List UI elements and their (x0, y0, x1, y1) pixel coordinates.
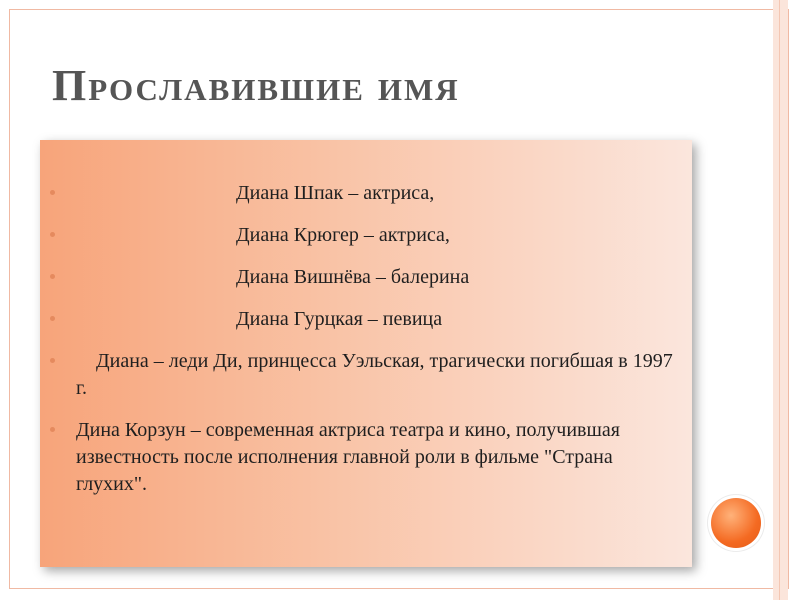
bullet-text (50, 348, 680, 402)
bullet-item (50, 348, 680, 402)
bullet-list (50, 180, 680, 513)
bullet-item (50, 417, 680, 498)
slide-title: Прославившие имя (52, 61, 460, 110)
bullet-item (50, 264, 680, 291)
orange-circle-decoration (711, 498, 761, 548)
bullet-item (50, 306, 680, 333)
bullet-dot-icon (50, 190, 55, 195)
bullet-item (50, 180, 680, 207)
bullet-item (50, 222, 680, 249)
bullet-text: Диана Шпак – актриса, (236, 182, 435, 204)
bullet-dot-icon (50, 427, 55, 432)
bullet-text: Дина Корзун – современная актриса театра и кино, получившая известность после исполнения главной роли в фильме "Страна глухих". (76, 419, 620, 495)
bullet-dot-icon (50, 358, 55, 363)
bullet-dot-icon (50, 232, 55, 237)
bullet-text-inner: Диана – леди Ди, принцесса Уэльская, трагически погибшая в 1997 г. (76, 350, 673, 399)
right-decor-line (779, 0, 780, 600)
bullet-text: Диана Гурцкая – певица (236, 308, 443, 330)
right-decor-band (773, 0, 788, 600)
bullet-text: Диана Крюгер – актриса, (236, 224, 450, 246)
bullet-dot-icon (50, 274, 55, 279)
bullet-text: Диана Вишнёва – балерина (236, 266, 470, 288)
bullet-dot-icon (50, 316, 55, 321)
